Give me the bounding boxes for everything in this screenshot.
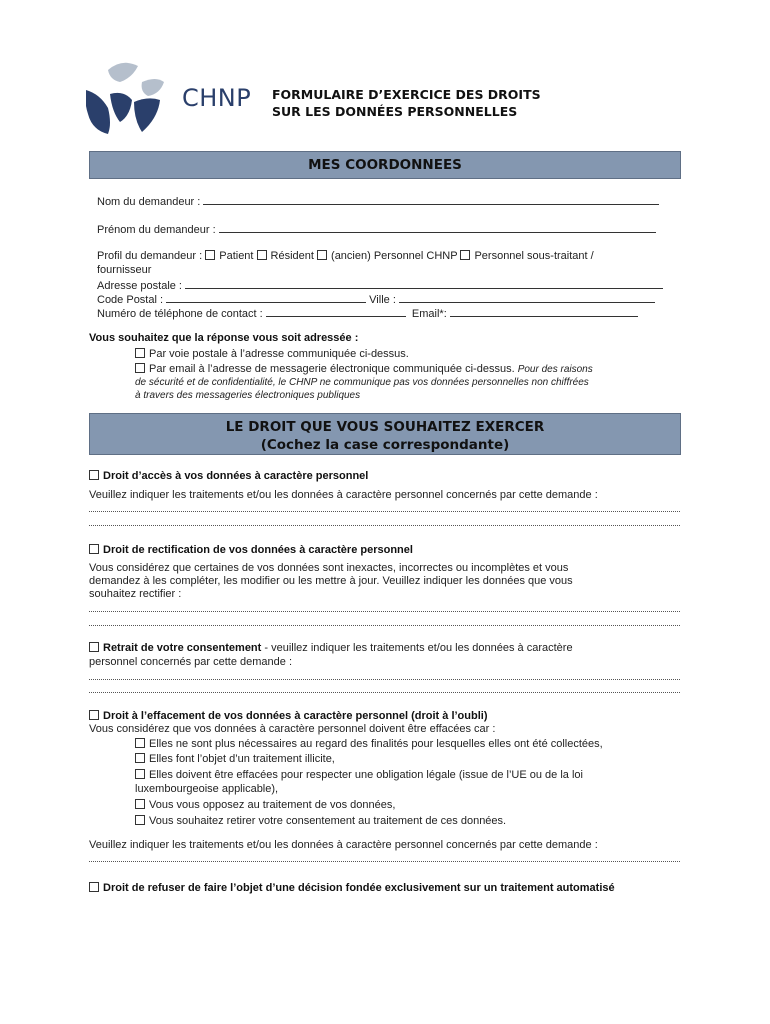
tel-field[interactable]: [266, 306, 406, 317]
retrait-answer-line-1[interactable]: [89, 679, 680, 680]
email-field[interactable]: [450, 306, 638, 317]
nom-label: Nom du demandeur :: [97, 196, 201, 208]
retrait-text2: personnel concernés par cette demande :: [89, 656, 293, 668]
chnp-logo-icon: [86, 60, 166, 134]
profil-option-patient: Patient: [219, 250, 254, 262]
retrait-row: [89, 642, 573, 655]
effacement-opt2-row: [135, 753, 335, 766]
ville-label: Ville :: [369, 294, 396, 306]
acces-row: [89, 470, 368, 483]
effacement-checkbox[interactable]: [89, 710, 99, 720]
effacement-opt2-label: Elles font l’objet d’un traitement illicite,: [149, 753, 335, 765]
effacement-answer-line[interactable]: [89, 861, 680, 862]
profil-checkbox-patient[interactable]: [205, 250, 215, 260]
refus-checkbox[interactable]: [89, 882, 99, 892]
email-label: Email*:: [411, 308, 447, 320]
nom-row: [97, 194, 659, 209]
acces-answer-line-2[interactable]: [89, 525, 680, 526]
retrait-checkbox[interactable]: [89, 642, 99, 652]
acces-text: Veuillez indiquer les traitements et/ou les données à caractère personnel concernés par cette demande :: [89, 489, 598, 501]
effacement-opt4-checkbox[interactable]: [135, 799, 145, 809]
effacement-text: Vous considérez que vos données à caractère personnel doivent être effacées car :: [89, 723, 496, 735]
profil-checkbox-soustraitant[interactable]: [460, 250, 470, 260]
refus-row: [89, 882, 615, 895]
effacement-opt5-label: Vous souhaitez retirer votre consentement au traitement de ces données.: [149, 815, 507, 827]
security-note-line1: Pour des raisons: [517, 364, 593, 375]
section2-title-line2: (Cochez la case correspondante): [260, 437, 510, 453]
effacement-opt5-checkbox[interactable]: [135, 815, 145, 825]
effacement-title: Droit à l’effacement de vos données à caractère personnel (droit à l’oubli): [103, 710, 488, 722]
response-email-row: [135, 363, 593, 376]
acces-title: Droit d’accès à vos données à caractère personnel: [103, 470, 369, 482]
prenom-label: Prénom du demandeur :: [97, 224, 216, 236]
rect-title: Droit de rectification de vos données à caractère personnel: [103, 544, 413, 556]
cp-field[interactable]: [166, 292, 366, 303]
prenom-field[interactable]: [219, 222, 656, 233]
retrait-title: Retrait de votre consentement: [103, 642, 262, 654]
adresse-row: [97, 278, 663, 293]
cp-label: Code Postal :: [97, 294, 164, 306]
profil-checkbox-personnel[interactable]: [317, 250, 327, 260]
form-title: [272, 86, 541, 120]
profil-option-resident: Résident: [270, 250, 314, 262]
prenom-row: [97, 222, 656, 237]
response-email-checkbox[interactable]: [135, 363, 145, 373]
response-title: Vous souhaitez que la réponse vous soit adressée :: [89, 332, 359, 344]
rect-text2: demandez à les compléter, les modifier ou les mettre à jour. Veuillez indiquer les données que vous: [89, 575, 573, 587]
effacement-opt3-row: [135, 769, 583, 782]
rect-row: [89, 544, 413, 557]
retrait-text1: - veuillez indiquer les traitements et/ou les données à caractère: [264, 642, 573, 654]
effacement-opt3-checkbox[interactable]: [135, 769, 145, 779]
retrait-answer-line-2[interactable]: [89, 692, 680, 693]
effacement-opt5-row: [135, 815, 506, 828]
rect-text1: Vous considérez que certaines de vos données sont inexactes, incorrectes ou incomplètes et vous: [89, 562, 569, 574]
effacement-text2: Veuillez indiquer les traitements et/ou les données à caractère personnel concernés par cette demande :: [89, 839, 598, 851]
rect-text3: souhaitez rectifier :: [89, 588, 182, 600]
ville-field[interactable]: [399, 292, 655, 303]
section-header-coordonnees: MES COORDONNEES: [89, 151, 681, 179]
effacement-row: [89, 710, 488, 723]
effacement-opt1-label: Elles ne sont plus nécessaires au regard des finalités pour lesquelles elles ont été collectées,: [149, 738, 603, 750]
nom-field[interactable]: [203, 194, 659, 205]
response-postal-label: Par voie postale à l’adresse communiquée ci-dessus.: [149, 348, 409, 360]
form-title-line2: SUR LES DONNÉES PERSONNELLES: [272, 104, 518, 119]
effacement-opt1-row: [135, 738, 603, 751]
cp-row: [97, 292, 655, 307]
adresse-label: Adresse postale :: [97, 280, 182, 292]
profil-option-soustraitant: Personnel sous-traitant /: [474, 250, 594, 262]
acces-checkbox[interactable]: [89, 470, 99, 480]
security-note-line3: à travers des messageries électroniques publiques: [135, 390, 361, 401]
effacement-opt3-label: Elles doivent être effacées pour respecter une obligation légale (issue de l’UE ou de la loi: [149, 769, 583, 781]
profil-label: Profil du demandeur :: [97, 250, 203, 262]
brand-name: CHNP: [182, 84, 252, 112]
refus-title: Droit de refuser de faire l’objet d’une décision fondée exclusivement sur un traitement automatisé: [103, 882, 615, 894]
tel-row: [97, 306, 638, 321]
effacement-opt3-cont: luxembourgeoise applicable),: [135, 783, 279, 795]
rect-answer-line-2[interactable]: [89, 625, 680, 626]
section2-title-line1: LE DROIT QUE VOUS SOUHAITEZ EXERCER: [225, 419, 545, 435]
adresse-field[interactable]: [185, 278, 663, 289]
profil-option-personnel: (ancien) Personnel CHNP: [331, 250, 458, 262]
rect-answer-line-1[interactable]: [89, 611, 680, 612]
section-header-droit: [89, 413, 681, 455]
response-email-label: Par email à l’adresse de messagerie électronique communiquée ci-dessus.: [149, 363, 515, 375]
effacement-opt4-label: Vous vous opposez au traitement de vos données,: [149, 799, 396, 811]
security-note-line2: de sécurité et de confidentialité, le CHNP ne communique pas vos données personnelles non chiffrées: [135, 377, 589, 388]
response-postal-checkbox[interactable]: [135, 348, 145, 358]
acces-answer-line-1[interactable]: [89, 511, 680, 512]
tel-label: Numéro de téléphone de contact :: [97, 308, 263, 320]
effacement-opt2-checkbox[interactable]: [135, 753, 145, 763]
profil-checkbox-resident[interactable]: [257, 250, 267, 260]
profil-cont: fournisseur: [97, 264, 152, 276]
effacement-opt1-checkbox[interactable]: [135, 738, 145, 748]
form-title-line1: FORMULAIRE D’EXERCICE DES DROITS: [272, 87, 541, 102]
rect-checkbox[interactable]: [89, 544, 99, 554]
profil-row: [97, 250, 594, 263]
response-postal-row: [135, 348, 409, 361]
effacement-opt4-row: [135, 799, 395, 812]
